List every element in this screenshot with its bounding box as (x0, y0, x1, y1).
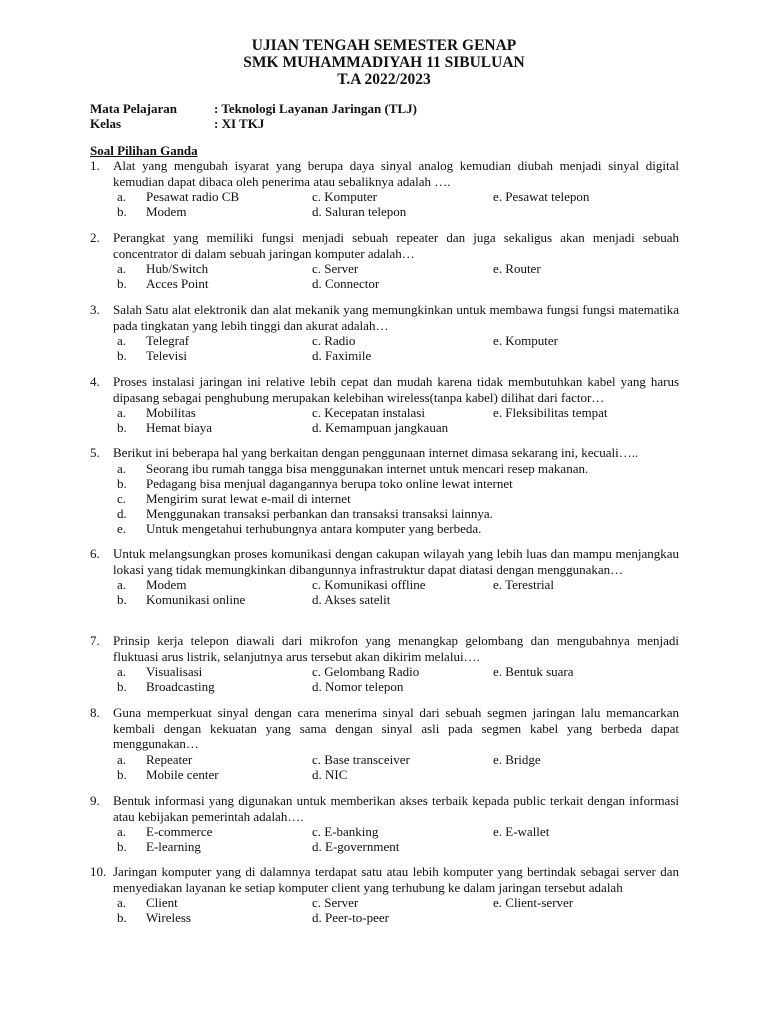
question-4 (90, 374, 679, 435)
option-a[interactable]: Visualisasi (146, 664, 203, 679)
option-c[interactable]: c. Base transceiver (312, 751, 410, 767)
question-text: Bentuk informasi yang digunakan untuk memberikan akses terbaik kepada public terkait dengan informasi atau kebijakan pemerintah adalah…. (113, 793, 679, 824)
option-letter: a. (117, 189, 127, 204)
option-d[interactable]: Menggunakan transaksi perbankan dan transaksi transaksi lainnya. (146, 506, 493, 522)
option-a[interactable]: Telegraf (146, 333, 190, 348)
option-a[interactable]: E-commerce (146, 824, 213, 839)
option-d[interactable]: d. NIC (312, 766, 348, 782)
header-school: SMK MUHAMMADIYAH 11 SIBULUAN (243, 54, 525, 71)
options (113, 333, 679, 363)
option-c[interactable]: c. Komunikasi offline (312, 577, 426, 592)
question-text: Jaringan komputer yang di dalamnya terdapat satu atau lebih komputer yang bertindak sebagai server dan menyediakan layanan ke setiap komputer client yang terhubung ke dalam jaringan tersebut adalah (113, 864, 679, 895)
option-letter: b. (117, 475, 127, 491)
question-3 (90, 302, 679, 363)
question-2 (90, 230, 679, 291)
question-text: Salah Satu alat elektronik dan alat mekanik yang memungkinkan untuk membawa fungsi fungsi matematika pada tingkatan yang lebih tinggi dan akurat adalah… (113, 302, 679, 333)
class-row (90, 116, 264, 132)
option-a[interactable]: Hub/Switch (146, 261, 209, 276)
question-9 (90, 793, 679, 854)
option-e[interactable]: e. Router (493, 261, 541, 276)
option-letter: b. (117, 910, 127, 926)
subject-value: : Teknologi Layanan Jaringan (TLJ) (214, 101, 417, 116)
option-d[interactable]: d. Saluran telepon (312, 204, 407, 220)
option-c[interactable]: c. Kecepatan instalasi (312, 405, 425, 420)
question-number: 6. (90, 546, 100, 561)
option-c[interactable]: c. Server (312, 895, 359, 910)
question-text: Guna memperkuat sinyal dengan cara menerima sinyal dari sebuah segmen jaringan lalu memancarkan kembali dengan kekuatan yang sama dengan sinyal asli pada segmen kabel yang berbeda dapat menggunakan… (113, 705, 679, 751)
option-letter: a. (117, 895, 127, 910)
option-b[interactable]: Mobile center (146, 766, 219, 782)
subject-label: Mata Pelajaran (90, 101, 178, 116)
option-d[interactable]: d. Akses satelit (312, 592, 391, 608)
option-letter: b. (117, 420, 127, 436)
option-letter: a. (117, 824, 127, 839)
option-letter: a. (117, 664, 127, 679)
option-e[interactable]: e. Fleksibilitas tempat (493, 405, 608, 420)
option-a[interactable]: Client (146, 895, 178, 910)
question-number: 10. (90, 864, 107, 879)
option-a[interactable]: Mobilitas (146, 405, 196, 420)
option-letter: e. (117, 521, 127, 537)
option-letter: a. (117, 405, 127, 420)
options (113, 189, 679, 219)
option-d[interactable]: d. Nomor telepon (312, 679, 404, 695)
option-e[interactable]: e. Bridge (493, 751, 541, 767)
option-e[interactable]: e. Terestrial (493, 577, 554, 592)
option-d[interactable]: d. Kemampuan jangkauan (312, 420, 449, 436)
question-text: Untuk melangsungkan proses komunikasi dengan cakupan wilayah yang lebih luas dan mampu menjangkau lokasi yang tidak memungkinkan dibangunnya infrastruktur dapat diatasi dengan menggunakan… (113, 546, 679, 577)
option-e[interactable]: Untuk mengetahui terhubungnya antara komputer yang berbeda. (146, 521, 482, 537)
question-number: 2. (90, 230, 100, 245)
option-e[interactable]: e. Client-server (493, 895, 574, 910)
options (113, 895, 679, 925)
option-b[interactable]: Hemat biaya (146, 420, 213, 436)
section-title: Soal Pilihan Ganda (90, 143, 198, 158)
option-a[interactable]: Modem (146, 577, 187, 592)
option-letter: a. (117, 577, 127, 592)
option-letter: b. (117, 592, 127, 608)
option-c[interactable]: c. E-banking (312, 824, 379, 839)
question-text: Alat yang mengubah isyarat yang berupa daya sinyal analog kemudian diubah menjadi sinyal digital kemudian dapat dibaca oleh penerima atau sebaliknya adalah …. (113, 158, 679, 189)
exam-header (0, 37, 768, 88)
option-c[interactable]: c. Server (312, 261, 359, 276)
option-letter: a. (117, 460, 127, 476)
question-number: 9. (90, 793, 100, 808)
question-number: 7. (90, 633, 100, 648)
option-a[interactable]: Repeater (146, 751, 193, 767)
question-5 (90, 445, 679, 536)
question-number: 8. (90, 705, 100, 720)
option-c[interactable]: c. Gelombang Radio (312, 664, 420, 679)
option-d[interactable]: d. Faximile (312, 348, 372, 364)
class-value: : XI TKJ (214, 116, 265, 131)
question-7 (90, 633, 679, 694)
option-letter: b. (117, 679, 127, 695)
question-text: Perangkat yang memiliki fungsi menjadi sebuah repeater dan juga sekaligus akan menjadi sebuah concentrator di dalam sebuah jaringan komputer adalah… (113, 230, 679, 261)
option-e[interactable]: e. Komputer (493, 333, 558, 348)
option-letter: b. (117, 839, 127, 855)
option-c[interactable]: c. Komputer (312, 189, 377, 204)
question-text: Proses instalasi jaringan ini relative lebih cepat dan mudah karena tidak membutuhkan kabel yang harus dipasang sebagai penghubung merupakan kelebihan wireless(tanpa kabel) dilihat dari factor… (113, 374, 679, 405)
options (113, 577, 679, 607)
question-number: 4. (90, 374, 100, 389)
option-letter: c. (117, 490, 127, 506)
option-b[interactable]: Acces Point (146, 276, 209, 292)
option-e[interactable]: e. Pesawat telepon (493, 189, 590, 204)
option-b[interactable]: E-learning (146, 839, 201, 855)
option-letter: b. (117, 348, 127, 364)
options (113, 461, 679, 537)
option-b[interactable]: Modem (146, 204, 187, 220)
option-letter: b. (117, 204, 127, 220)
option-d[interactable]: d. Peer-to-peer (312, 910, 389, 926)
question-text: Berikut ini beberapa hal yang berkaitan dengan penggunaan internet dimasa sekarang ini, kecuali….. (113, 445, 639, 460)
option-letter: a. (117, 333, 127, 348)
question-text: Prinsip kerja telepon diawali dari mikrofon yang menangkap gelombang dan mengubahnya menjadi fluktuasi arus listrik, selanjutnya arus tersebut akan dikirim melalui…. (113, 633, 679, 664)
option-letter: a. (117, 751, 127, 767)
option-a[interactable]: Pesawat radio CB (146, 189, 240, 204)
question-1 (90, 158, 679, 219)
option-b[interactable]: Komunikasi online (146, 592, 246, 608)
question-number: 3. (90, 302, 100, 317)
option-b[interactable]: Pedagang bisa menjual dagangannya berupa toko online lewat internet (146, 475, 513, 491)
class-label: Kelas (90, 116, 122, 131)
option-d[interactable]: d. Connector (312, 276, 380, 292)
option-b[interactable]: Broadcasting (146, 679, 215, 695)
question-8 (90, 705, 679, 782)
options (113, 405, 679, 435)
options (113, 824, 679, 854)
option-e[interactable]: e. E-wallet (493, 824, 550, 839)
option-letter: a. (117, 261, 127, 276)
question-10 (90, 864, 679, 925)
option-letter: b. (117, 276, 127, 292)
options (113, 261, 679, 291)
question-6 (90, 546, 679, 607)
header-year: T.A 2022/2023 (337, 71, 431, 88)
option-e[interactable]: e. Bentuk suara (493, 664, 574, 679)
option-b[interactable]: Televisi (146, 348, 187, 364)
option-a[interactable]: Seorang ibu rumah tangga bisa menggunakan internet untuk mencari resep makanan. (146, 460, 589, 476)
option-b[interactable]: Wireless (146, 910, 191, 926)
question-number: 5. (90, 445, 100, 460)
options (113, 752, 679, 782)
header-title: UJIAN TENGAH SEMESTER GENAP (251, 37, 517, 54)
option-c[interactable]: c. Radio (312, 333, 356, 348)
options (113, 664, 679, 694)
question-number: 1. (90, 158, 100, 173)
option-letter: d. (117, 506, 127, 522)
subject-row (90, 101, 417, 117)
option-letter: b. (117, 766, 127, 782)
option-d[interactable]: d. E-government (312, 839, 400, 855)
option-c[interactable]: Mengirim surat lewat e-mail di internet (146, 490, 351, 506)
